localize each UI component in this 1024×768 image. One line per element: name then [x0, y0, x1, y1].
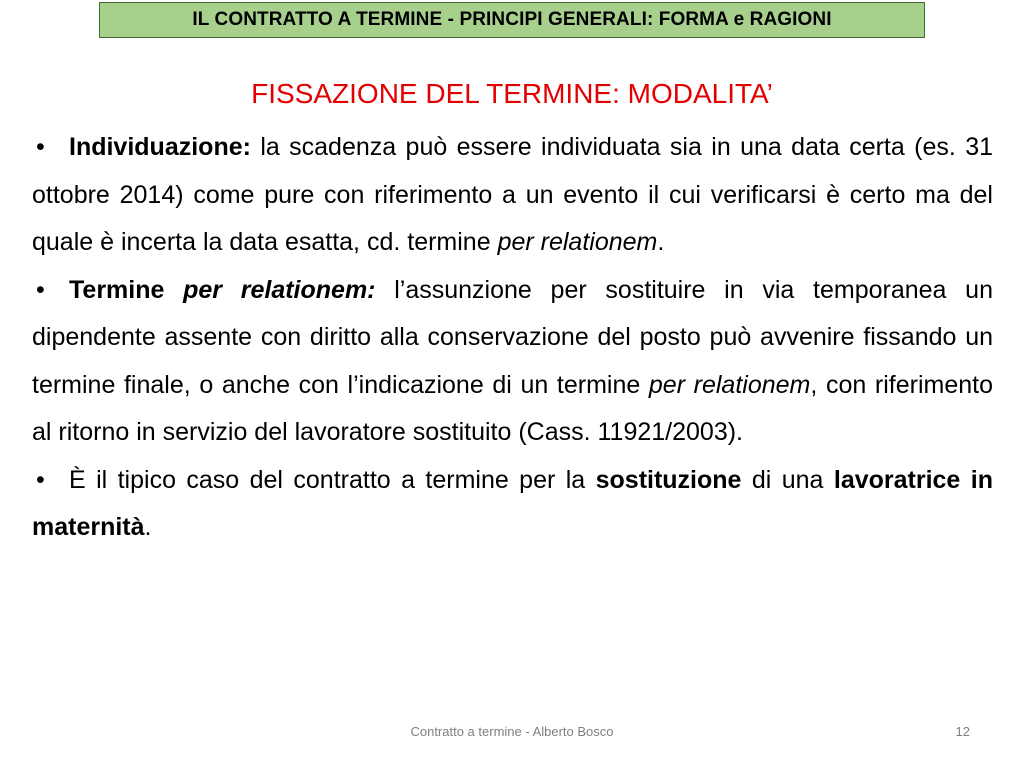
bullet-marker: • — [36, 465, 45, 494]
slide-title: FISSAZIONE DEL TERMINE: MODALITA’ — [251, 78, 773, 109]
bullet-bold-lavoratrice: lavoratrice in maternità — [32, 465, 993, 541]
bullet-italic-term: per relationem — [497, 228, 658, 256]
bullet-italic-term: per relationem — [648, 370, 811, 399]
bullet-middle: di una — [741, 465, 834, 494]
bullet-marker: • — [36, 133, 45, 161]
footer-text: Contratto a termine - Alberto Bosco — [410, 724, 614, 739]
bullet-item-individuazione — [32, 124, 993, 267]
bullet-lead: Termine — [69, 275, 184, 304]
header-bar — [99, 2, 925, 38]
bullet-text: È il tipico caso del contratto a termine per la — [69, 465, 596, 494]
bullet-tail: . — [144, 513, 152, 541]
bullet-tail: . — [657, 228, 665, 256]
bullet-text: l’assunzione per sostituire in via temporanea un dipendente assente con diritto alla conservazione del posto può avvenire fissando un termine finale, o anche con l’indicazione di un termine — [32, 275, 993, 399]
bullet-tail: , con riferimento al ritorno in servizio del lavoratore sostituito (Cass. 11921/2003). — [32, 370, 993, 446]
bullet-item-termine-per-relationem — [32, 267, 993, 457]
bullet-lead-italic: per relationem: — [183, 275, 376, 304]
header-title: IL CONTRATTO A TERMINE - PRINCIPI GENERALI: FORMA e RAGIONI — [192, 9, 832, 30]
slide-number: 12 — [955, 724, 970, 739]
slide-content — [32, 124, 993, 552]
bullet-bold-sostituzione: sostituzione — [595, 465, 742, 494]
bullet-marker: • — [36, 275, 45, 304]
bullet-lead: Individuazione: — [69, 133, 251, 161]
bullet-text: la scadenza può essere individuata sia in una data certa (es. 31 ottobre 2014) come pure con riferimento a un evento il cui verificarsi è certo ma del quale è incerta la data esatta, cd. termine — [32, 133, 993, 256]
bullet-item-sostituzione — [32, 457, 993, 552]
